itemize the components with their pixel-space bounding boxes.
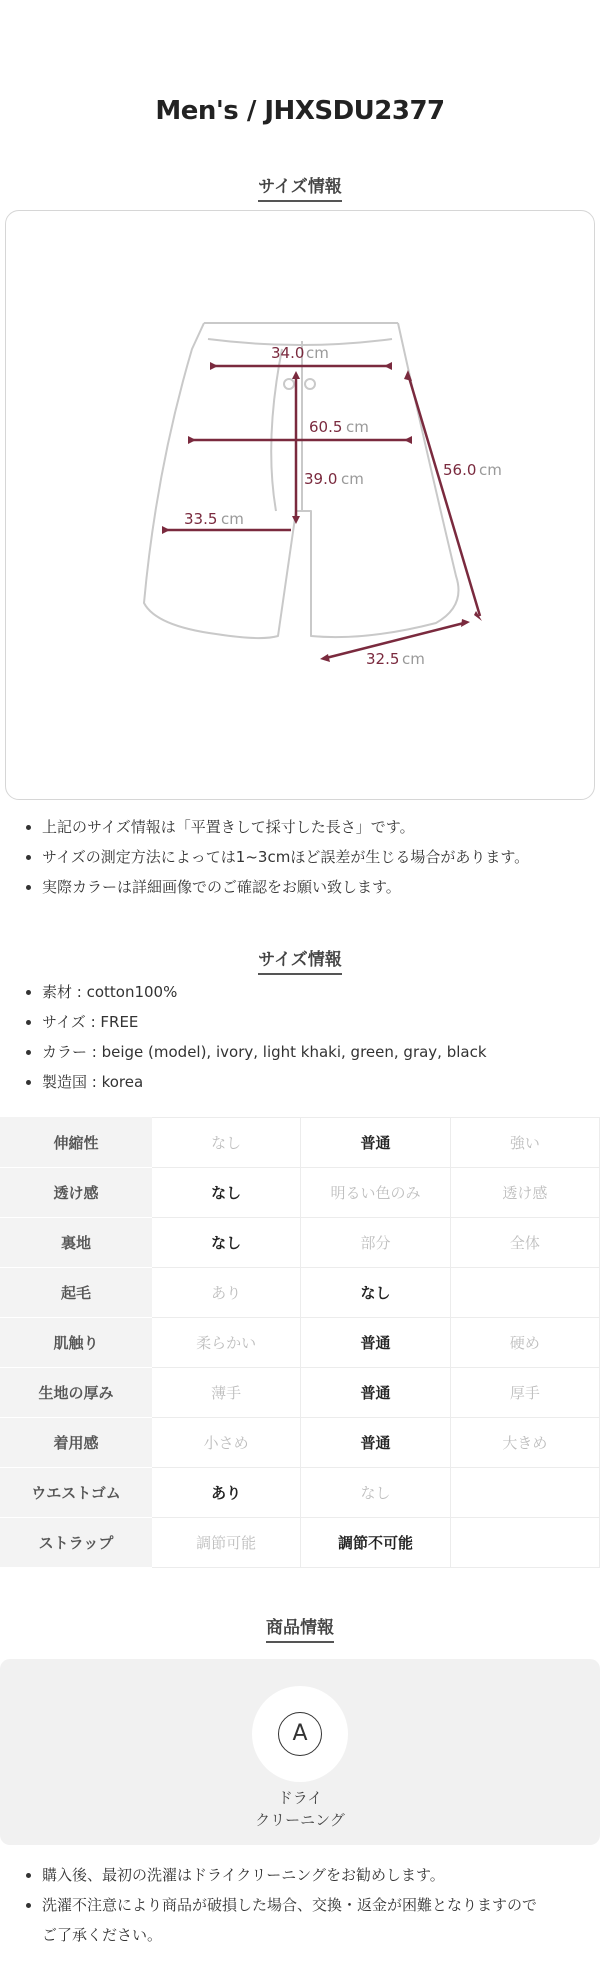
dry-clean-icon: A [278, 1712, 322, 1756]
spec-option: 大きめ [450, 1418, 599, 1468]
spec-label: 肌触り [1, 1318, 152, 1368]
spec-option: 調節可能 [152, 1518, 301, 1568]
spec-label: 伸縮性 [1, 1118, 152, 1168]
spec-option [450, 1468, 599, 1518]
spec-option: 小さめ [152, 1418, 301, 1468]
spec-label: 透け感 [1, 1168, 152, 1218]
spec-option: 普通 [301, 1318, 450, 1368]
size-item: サイズ : FREE [22, 1007, 582, 1037]
care-icon-badge [252, 1686, 348, 1782]
table-row [1, 1368, 600, 1418]
table-row [1, 1468, 600, 1518]
care-panel [0, 1659, 600, 1845]
shorts-diagram [6, 211, 596, 801]
material-item: 素材 : cotton100% [22, 977, 582, 1007]
spec-option: 普通 [301, 1418, 450, 1468]
thigh-unit: cm [221, 510, 244, 528]
size-diagram [5, 210, 595, 800]
spec-option: 硬め [450, 1318, 599, 1368]
length-unit: cm [479, 461, 502, 479]
list-item: サイズの測定方法によっては1~3cmほど誤差が生じる場合があります。 [22, 842, 582, 872]
list-item: 上記のサイズ情報は「平置きして採寸した長さ」です。 [22, 812, 582, 842]
spec-option: 薄手 [152, 1368, 301, 1418]
spec-option: 厚手 [450, 1368, 599, 1418]
list-item: 洗濯不注意により商品が破損した場合、交換・返金が困難となりますので [22, 1890, 582, 1920]
spec-label: ストラップ [1, 1518, 152, 1568]
spec-label: 裏地 [1, 1218, 152, 1268]
spec-label: ウエストゴム [1, 1468, 152, 1518]
spec-option [450, 1268, 599, 1318]
spec-option: 全体 [450, 1218, 599, 1268]
spec-option: 部分 [301, 1218, 450, 1268]
spec-option: なし [152, 1118, 301, 1168]
spec-option: 明るい色のみ [301, 1168, 450, 1218]
spec-option [450, 1518, 599, 1568]
spec-option: なし [301, 1268, 450, 1318]
hem-value: 32.5 [366, 650, 400, 668]
spec-label: 着用感 [1, 1418, 152, 1468]
color-item: カラー : beige (model), ivory, light khaki, green, gray, black [22, 1037, 582, 1067]
waist-value: 34.0 [271, 344, 305, 362]
size-notes [22, 812, 582, 902]
waist-unit: cm [306, 344, 329, 362]
spec-list [22, 977, 582, 1097]
table-row [1, 1418, 600, 1468]
spec-label: 起毛 [1, 1268, 152, 1318]
product-spec-heading: サイズ情報 [0, 945, 600, 975]
hip-value: 60.5 [309, 418, 343, 436]
spec-option: 透け感 [450, 1168, 599, 1218]
thigh-value: 33.5 [184, 510, 218, 528]
spec-option: 強い [450, 1118, 599, 1168]
origin-item: 製造国 : korea [22, 1067, 582, 1097]
care-notes [22, 1860, 582, 1950]
length-value: 56.0 [443, 461, 477, 479]
spec-option: なし [301, 1468, 450, 1518]
table-row [1, 1518, 600, 1568]
spec-option: あり [152, 1468, 301, 1518]
shorts-outline [144, 323, 459, 638]
spec-option: あり [152, 1268, 301, 1318]
table-row [1, 1118, 600, 1168]
spec-option: なし [152, 1218, 301, 1268]
product-info-heading: 商品情報 [0, 1613, 600, 1643]
spec-option: 調節不可能 [301, 1518, 450, 1568]
spec-label: 生地の厚み [1, 1368, 152, 1418]
length-line [408, 374, 480, 616]
fabric-spec-table [0, 1117, 600, 1568]
size-info-heading: サイズ情報 [0, 172, 600, 202]
rise-unit: cm [341, 470, 364, 488]
table-row [1, 1218, 600, 1268]
list-item-continuation: ご了承ください。 [42, 1926, 163, 1944]
spec-option: なし [152, 1168, 301, 1218]
spec-option: 普通 [301, 1118, 450, 1168]
hip-unit: cm [346, 418, 369, 436]
hem-unit: cm [402, 650, 425, 668]
spec-option: 柔らかい [152, 1318, 301, 1368]
page-title: Men's / JHXSDU2377 [155, 96, 445, 126]
list-item: 購入後、最初の洗濯はドライクリーニングをお勧めします。 [22, 1860, 582, 1890]
table-row [1, 1168, 600, 1218]
table-row [1, 1318, 600, 1368]
list-item: 実際カラーは詳細画像でのご確認をお願い致します。 [22, 872, 582, 902]
table-row [1, 1268, 600, 1318]
care-label: ドライ クリーニング [255, 1789, 345, 1829]
spec-option: 普通 [301, 1368, 450, 1418]
rise-value: 39.0 [304, 470, 338, 488]
